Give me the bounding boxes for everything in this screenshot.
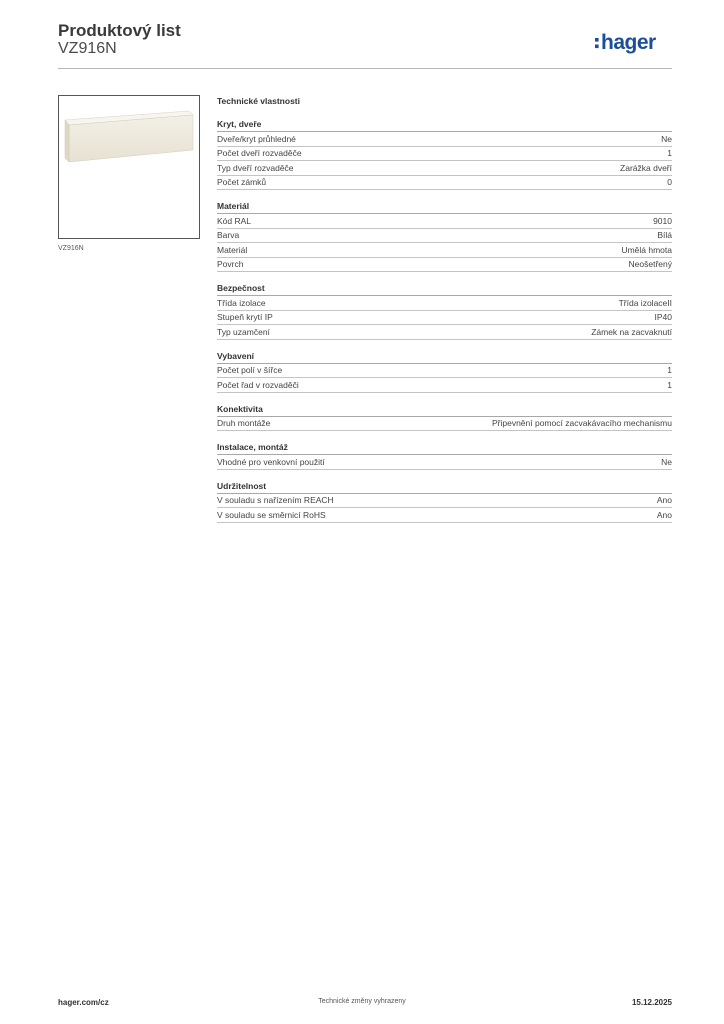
spec-label: Materiál xyxy=(217,244,248,255)
spec-section xyxy=(217,480,672,523)
spec-section xyxy=(217,200,672,272)
spec-sections xyxy=(217,118,672,523)
spec-row xyxy=(217,378,672,393)
spec-value: 9010 xyxy=(653,215,672,226)
spec-label: Povrch xyxy=(217,259,244,270)
spec-row xyxy=(217,243,672,258)
spec-row xyxy=(217,325,672,340)
header-divider xyxy=(58,68,672,69)
spec-label: Počet zámků xyxy=(217,177,267,188)
spec-row xyxy=(217,364,672,379)
logo-text: hager xyxy=(601,31,656,54)
spec-value: Ano xyxy=(656,495,672,506)
spec-label: V souladu se směrnicí RoHS xyxy=(217,509,326,520)
spec-row xyxy=(217,494,672,509)
spec-label: Počet dveří rozvaděče xyxy=(217,148,302,159)
spec-label: Kód RAL xyxy=(217,215,252,226)
spec-value: Umělá hmota xyxy=(621,244,672,255)
spec-row xyxy=(217,311,672,326)
spec-label: Typ uzamčení xyxy=(217,326,270,337)
spec-row xyxy=(217,132,672,147)
spec-value: IP40 xyxy=(654,312,672,323)
spec-section xyxy=(217,441,672,470)
spec-label: Stupeň krytí IP xyxy=(217,312,273,323)
section-title: Kryt, dveře xyxy=(217,118,672,132)
spec-row xyxy=(217,296,672,311)
section-title: Vybavení xyxy=(217,350,672,364)
spec-label: Počet polí v šířce xyxy=(217,365,283,376)
spec-section xyxy=(217,403,672,432)
spec-label: Třída izolace xyxy=(217,297,266,308)
spec-value: Třída izolaceII xyxy=(618,297,672,308)
spec-row xyxy=(217,176,672,191)
spec-row xyxy=(217,258,672,273)
specs-heading: Technické vlastnosti xyxy=(217,96,300,106)
spec-section xyxy=(217,118,672,190)
spec-value: Připevnění pomocí zacvakávacího mechanismu xyxy=(491,418,672,429)
spec-label: Barva xyxy=(217,230,240,241)
technical-specs xyxy=(217,94,672,533)
spec-value: 0 xyxy=(667,177,672,188)
spec-label: Typ dveří rozvaděče xyxy=(217,162,294,173)
section-title: Bezpečnost xyxy=(217,282,672,296)
spec-value: Zarážka dveří xyxy=(620,162,672,173)
product-code: VZ916N xyxy=(58,40,117,57)
footer-notice: Technické změny vyhrazeny xyxy=(318,998,406,1005)
spec-value: Neošetřený xyxy=(628,259,672,270)
section-title: Instalace, montáž xyxy=(217,441,672,455)
product-image-caption: VZ916N xyxy=(58,245,84,252)
section-title: Konektivita xyxy=(217,403,672,417)
spec-row xyxy=(217,161,672,176)
spec-value: Ano xyxy=(656,509,672,520)
product-image-frame xyxy=(58,95,200,239)
spec-value: 1 xyxy=(667,379,672,390)
spec-row xyxy=(217,147,672,162)
spec-value: Zámek na zacvaknutí xyxy=(591,326,672,337)
spec-value: Ne xyxy=(661,133,672,144)
footer-website: hager.com/cz xyxy=(58,998,109,1007)
spec-label: V souladu s nařízením REACH xyxy=(217,495,334,506)
spec-value: 1 xyxy=(667,148,672,159)
door-stop-panel-image xyxy=(61,106,197,166)
footer-date: 15.12.2025 xyxy=(631,998,672,1007)
spec-label: Dveře/kryt průhledné xyxy=(217,133,296,144)
hager-logo-icon xyxy=(594,29,676,57)
spec-value: Bílá xyxy=(657,230,672,241)
spec-label: Počet řad v rozvaděči xyxy=(217,379,299,390)
section-title: Udržitelnost xyxy=(217,480,672,494)
spec-row xyxy=(217,417,672,432)
spec-label: Vhodné pro venkovní použití xyxy=(217,456,325,467)
spec-label: Druh montáže xyxy=(217,418,271,429)
spec-row xyxy=(217,455,672,470)
spec-section xyxy=(217,282,672,340)
spec-row xyxy=(217,229,672,244)
spec-section xyxy=(217,350,672,393)
page-title: Produktový list xyxy=(58,21,181,40)
section-title: Materiál xyxy=(217,200,672,214)
spec-row xyxy=(217,508,672,523)
spec-row xyxy=(217,214,672,229)
spec-value: 1 xyxy=(667,365,672,376)
spec-value: Ne xyxy=(661,456,672,467)
